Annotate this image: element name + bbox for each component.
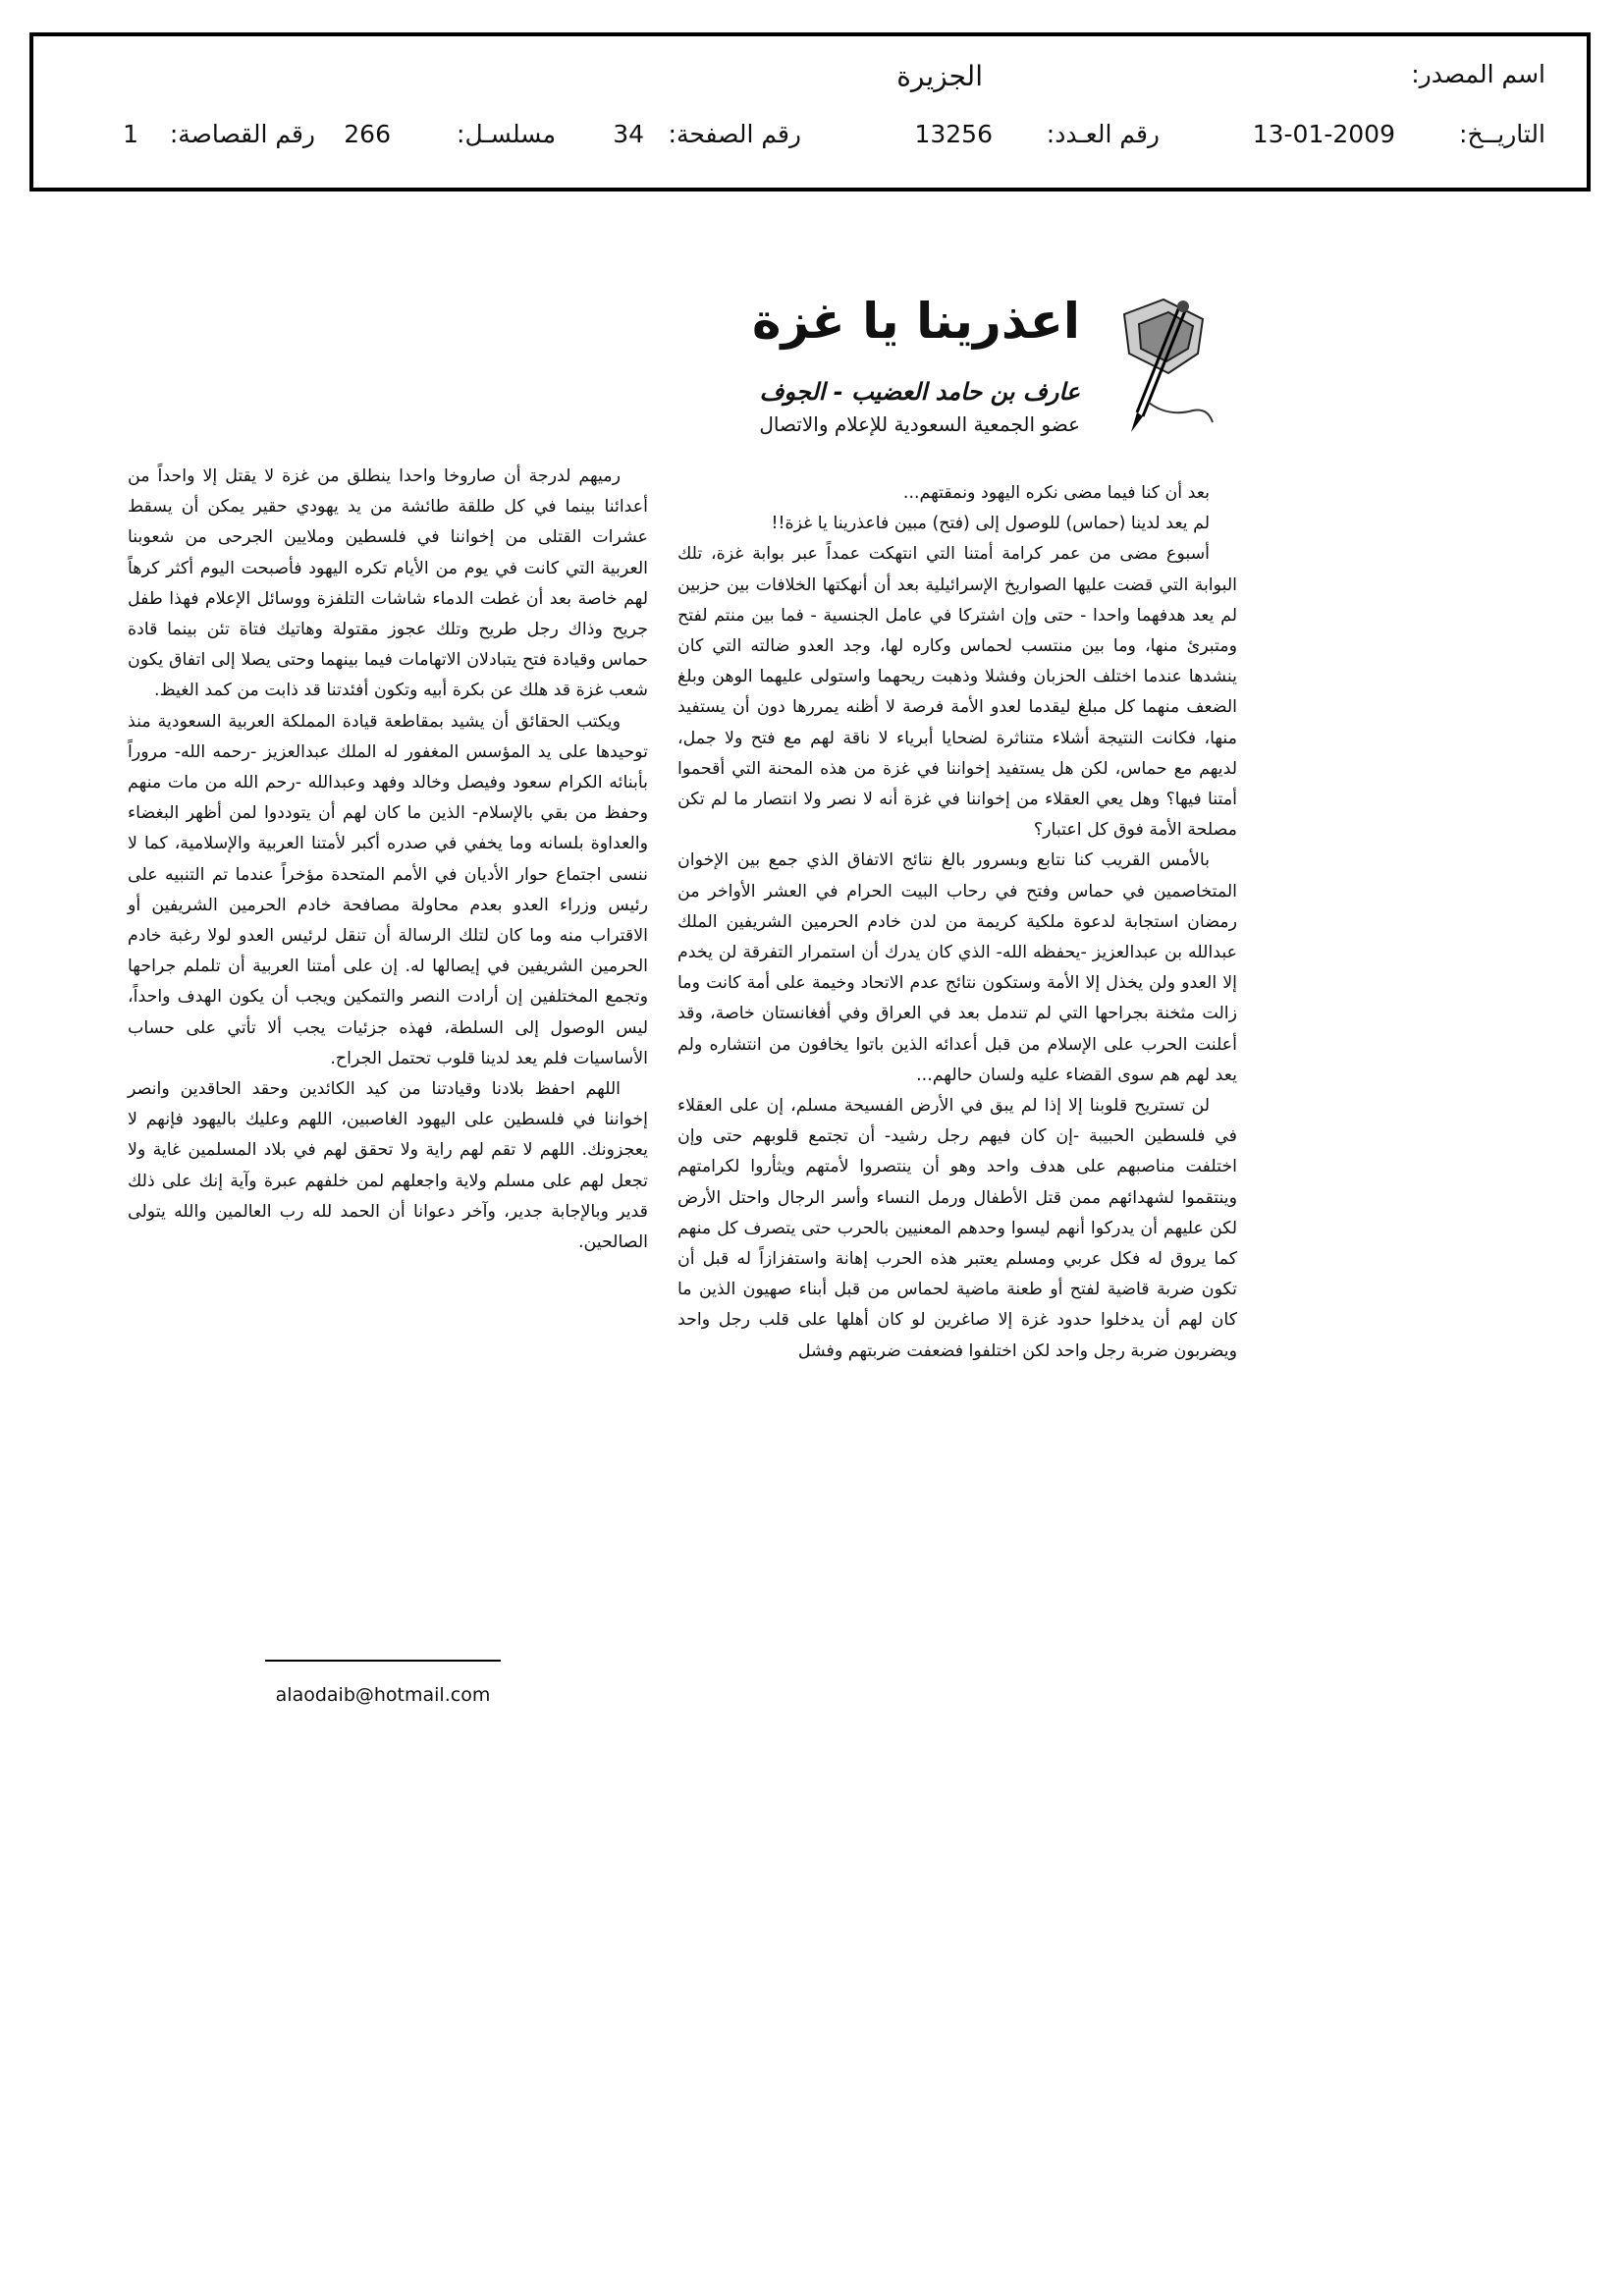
- header-row-meta: [33, 120, 1587, 159]
- paragraph: بالأمس القريب كنا نتابع وبسرور بالغ نتائج الاتفاق الذي جمع بين الإخوان المتخاصمين في حماس وفتح في رحاب البيت الحرام في العشر الأواخر من رمضان استجابة لدعوة ملكية كريمة من لدن خادم الحرمين الشريفين الملك عبدالله بن عبدالعزيز -يحفظه الله- الذي كان يدرك أن استمرار التفرقة لن يخدم إلا العدو ولن يخذل إلا الأمة وستكون نتائج عدم الاتحاد وخيمة على أمة كانت وما زالت مثخنة بجراحها التي لم تندمل بعد في العراق وفي أفغانستان خاصة، وقد أعلنت الحرب على الإسلام من قبل أعدائه الذين باتوا يخافون من انتشاره ولم يعد لهم هم سوى القضاء عليه ولسان حالهم...: [677, 850, 1237, 1085]
- serial-label: مسلسـل:: [457, 120, 556, 148]
- date-label: التاريــخ:: [1459, 120, 1545, 148]
- author-role: عضو الجمعية السعودية للإعلام والاتصال: [759, 412, 1080, 436]
- paragraph: اللهم احفظ بلادنا وقيادتنا من كيد الكائدين وحقد الحاقدين وانصر إخواننا في فلسطين على اليهود الغاصبين، اللهم وعليك باليهود فإنهم لا يعجزونك. اللهم لا تقم لهم راية ولا تحقق لهم في بلاد المسلمين غاية ولا تجعل لهم على مسلم ولاية واجعلهم لمن خلفهم عبرة وآية إنك على ذلك قدير وبالإجابة جدير، وآخر دعوانا أن الحمد لله رب العالمين والله يتولى الصالحين.: [128, 1079, 648, 1253]
- paragraph: رميهم لدرجة أن صاروخا واحدا ينطلق من غزة لا يقتل إلا واحداً من أعدائنا بينما في كل طلقة طائشة من يد يهودي حقير يمكن أن يسقط عشرات القتلى من إخواننا في فلسطين وملايين الجرحى من شعوبنا العربية التي كانت في يوم من الأيام تكره اليهود فأصبحت اليوم أكثر كرهاً لهم خاصة بعد أن غطت الدماء شاشات التلفزة ووسائل الإعلام فهذا طفل جريح وذاك رجل طريح وتلك عجوز مقتولة وهاتيك فتاة تئن بينما قادة حماس وقيادة فتح يتبادلان الاتهامات فيما بينهما وحتى يصلا إلى اتفاق يكون شعب غزة قد هلك عن بكرة أبيه وتكون أفئدتنا قد ذابت من كمد الغيظ.: [128, 466, 648, 701]
- clip-value: 1: [123, 120, 138, 148]
- date-value: 13-01-2009: [1252, 120, 1395, 148]
- pen-logo-icon: [1109, 295, 1217, 437]
- paragraph: ويكتب الحقائق أن يشيد بمقاطعة قيادة المملكة العربية السعودية منذ توحيدها على يد المؤسس المغفور له الملك عبدالعزيز -رحمه الله- مروراً بأبنائه الكرام سعود وفيصل وخالد وفهد وعبدالله -رحم الله من مات منهم وحفظ من بقي بالإسلام- الذين ما كان لهم أن يتوددوا لمن أظهر البغضاء والعداوة بلسانه وما يخفي في صدره أكبر لأمتنا العربية والإسلامية، كما لا ننسى اجتماع حوار الأديان في الأمم المتحدة مؤخراً عندما تم التنبيه على رئيس وزراء العدو بعدم محاولة مصافحة خادم الحرمين الشريفين أو الاقتراب منه وما كان لتلك الرسالة أن تنقل لرئيس العدو لولا رغبة خادم الحرمين الشريفين في إيصالها له. إن على أمتنا العربية أن تلملم جراحها وتجمع المختلفين إن أرادت النصر والتمكين ويجب أن يكون الهدف واحداً، ليس الوصول إلى السلطة، فهذه جزئيات يجب ألا تأتي على حساب الأساسيات فلم يعد لدينا قلوب تحتمل الجراح.: [128, 711, 648, 1068]
- paragraph: بعد أن كنا فيما مضى نكره اليهود ونمقتهم...: [902, 483, 1210, 503]
- clip-label: رقم القصاصة:: [169, 120, 315, 148]
- issue-value: 13256: [914, 120, 993, 148]
- header-row-source: [33, 60, 1587, 99]
- paragraph: لم يعد لدينا (حماس) للوصول إلى (فتح) مبين فاعذرينا يا غزة!!: [771, 514, 1210, 534]
- paragraph: لن تستريح قلوبنا إلا إذا لم يبق في الأرض الفسيحة مسلم، إن على العقلاء في فلسطين الحبيبة -إن كان فيهم رجل رشيد- أن تجتمع قلوبهم حتى وإن اختلفت مناصبهم على هدف واحد وهو أن ينتصروا لأمتهم ويثأروا لكرامتهم وينتقموا لشهدائهم ممن قتل الأطفال ورمل النساء وأسر الرجال واحتل الأرض لكن عليهم أن يدركوا أنهم ليسوا وحدهم المعنيين بالحرب حتى يتصرف كل منهم كما يروق له فكل عربي ومسلم يعتبر هذه الحرب إهانة واستفزازاً له قبل أن تكون ضربة قاضية لفتح أو طعنة ماضية لحماس من قبل أبناء صهيون الذين ما كان لهم أن يدخلوا حدود غزة إلا صاغرين لو كان أهلها على قلب رجل واحد ويضربون ضربة رجل واحد لكن اختلفوا فضعفت ضربتهم وفشل: [677, 1096, 1237, 1361]
- article-column-left: [128, 462, 648, 1258]
- serial-value: 266: [344, 120, 391, 148]
- author-email[interactable]: alaodaib@hotmail.com: [275, 1684, 491, 1706]
- page-value: 34: [613, 120, 644, 148]
- article-column-right: [677, 478, 1237, 1367]
- signature-divider: [265, 1660, 501, 1662]
- article-title: اعذرينا يا غزة: [751, 293, 1080, 350]
- issue-label: رقم العـدد:: [1046, 120, 1160, 148]
- document-header: [29, 32, 1591, 191]
- paragraph: أسبوع مضى من عمر كرامة أمتنا التي انتهكت عمداً عبر بوابة غزة، تلك البوابة التي قضت عليها الصواريخ الإسرائيلية بعد أن أنهكتها الخلافات بين حزبين لم يعد هدفهما واحدا - حتى وإن اشتركا في عامل الجنسية - فما بين منتم لفتح ومتبرئ منها، وما بين منتسب لحماس وكاره لها، وجد العدو ضالته التي كان ينشدها عندما اختلف الحزبان وفشلا وذهبت ريحهما واستولى عليهما الوهن وبلغ الضعف منهما كل مبلغ ليقدما لعدو الأمة فرصة لا أظنه يمررها دون أن يستفيد منها، فكانت النتيجة أشلاء متناثرة لضحايا أبرياء لا ناقة لهم مع فتح ولا جمل، لديهم مع حماس، لكن هل يستفيد إخواننا في غزة من هذه المحنة التي أقحموا أمتنا فيها؟ وهل يعي العقلاء من إخواننا في غزة أنه لا نصر ولا انتصار ما لم تكن مصلحة الأمة فوق كل اعتبار؟: [677, 544, 1237, 841]
- source-value: الجزيرة: [896, 60, 983, 92]
- page-label: رقم الصفحة:: [668, 120, 801, 148]
- author-name: عارف بن حامد العضيب - الجوف: [759, 378, 1080, 406]
- source-label: اسم المصدر:: [1411, 60, 1545, 88]
